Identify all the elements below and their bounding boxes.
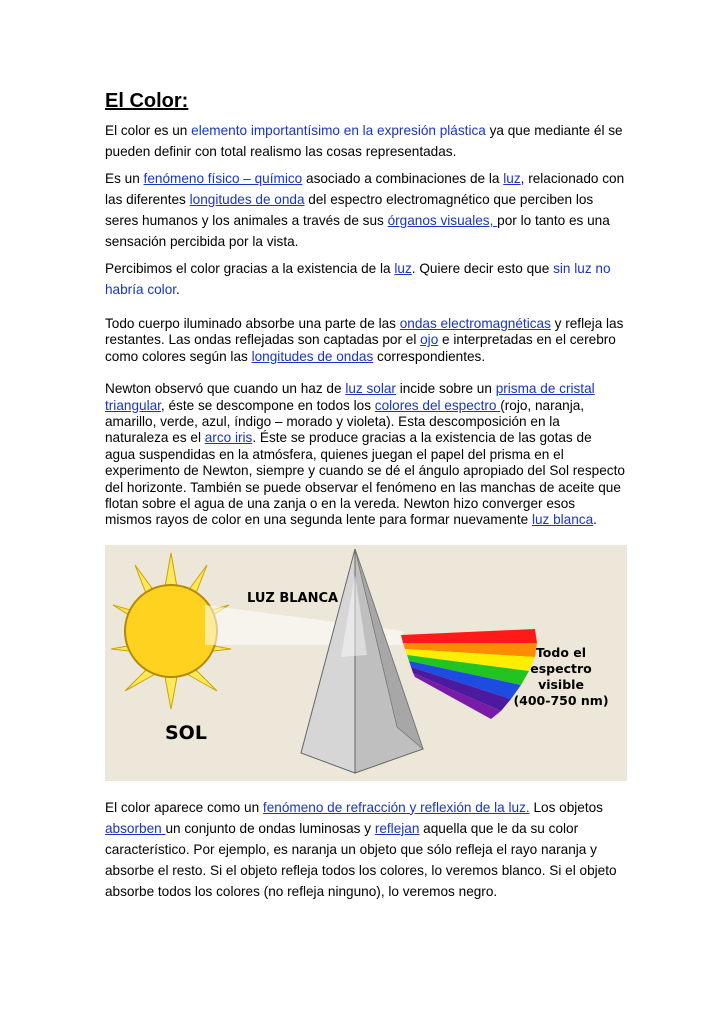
text: . Quiere decir esto que — [411, 261, 554, 276]
paragraph-intro — [105, 120, 625, 162]
text: Todo cuerpo iluminado absorbe una parte de las — [105, 316, 400, 331]
label-sol: SOL — [165, 721, 207, 744]
document-page — [105, 88, 625, 902]
link-sin-luz-no-habria-color[interactable]: sin luz no habría color — [105, 261, 611, 297]
text: e interpretadas en el cerebro como colores según las — [105, 332, 616, 364]
text: correspondientes. — [373, 348, 486, 364]
paragraph-cuerpo-iluminado — [105, 316, 625, 365]
text: un conjunto de ondas luminosas y — [165, 820, 375, 836]
label-espectro-2: espectro — [530, 660, 592, 676]
paragraph-newton — [105, 381, 625, 529]
text: El color es un — [105, 123, 192, 138]
text: incide sobre un — [395, 381, 496, 397]
text: , relacionado con las diferentes — [105, 171, 625, 207]
sun-disc — [125, 585, 217, 677]
prism-diagram — [105, 545, 627, 781]
link-elemento-importantisimo[interactable]: elemento importantísimo en la expresión plástica — [191, 123, 486, 138]
band-red — [401, 629, 537, 643]
link-absorben[interactable]: absorben — [105, 820, 166, 836]
link-luz-solar[interactable]: luz solar — [345, 381, 396, 397]
text: asociado a combinaciones de la — [302, 171, 504, 186]
text: . — [593, 512, 597, 528]
link-fenomeno-de-refraccion[interactable]: fenómeno de refracción y reflexión de la luz. — [262, 799, 530, 815]
page-title: El Color: — [105, 90, 189, 112]
prism-icon — [301, 549, 423, 773]
text: , éste se descompone en todos los — [160, 397, 375, 413]
link-luz-blanca[interactable]: luz blanca — [531, 512, 594, 528]
text: . — [176, 282, 180, 297]
text: del espectro electromagnético que perciben los seres humanos y los animales a través de sus — [105, 192, 594, 228]
prism-illustration — [105, 545, 627, 781]
link-ondas-electromagneticas[interactable]: ondas electromagnéticas — [399, 316, 551, 331]
label-espectro-1: Todo el — [535, 644, 587, 660]
text: Es un — [105, 171, 144, 186]
text: aquella que le da su color característico. Por ejemplo, es naranja un objeto que sólo refleja el rayo naranja y absorbe el resto. Si el objeto refleja todos los colores, lo veremos blanco. Si el objeto absorbe todos los colores (no refleja ninguno), lo veremos negro. — [105, 820, 617, 899]
text: ya que mediante él se pueden definir con total realismo las cosas representadas. — [105, 123, 623, 159]
paragraph-percibimos — [105, 258, 625, 300]
text: por lo tanto es una sensación percibida por la vista. — [105, 213, 610, 249]
link-prisma-de-cristal-triangular[interactable]: prisma de cristal triangular — [105, 381, 595, 413]
text: Newton observó que cuando un haz de — [105, 381, 346, 397]
link-colores-del-espectro[interactable]: colores del espectro — [374, 397, 501, 413]
paragraph-fenomeno — [105, 168, 625, 252]
link-longitudes-de-ondas[interactable]: longitudes de ondas — [251, 348, 374, 364]
label-luz-blanca: LUZ BLANCA — [247, 590, 339, 606]
link-arco-iris[interactable]: arco iris — [204, 430, 253, 446]
text: y refleja las restantes. Las ondas reflejadas son captadas por el — [105, 316, 624, 348]
label-espectro-4: (400-750 nm) — [513, 692, 609, 708]
text: (rojo, naranja, amarillo, verde, azul, índigo – morado y violeta). Esta descomposición en la naturaleza es el — [105, 397, 585, 446]
link-organos-visuales[interactable]: órganos visuales, — [387, 213, 498, 228]
link-luz[interactable]: luz — [503, 171, 521, 186]
link-ojo[interactable]: ojo — [420, 332, 439, 348]
text: . Éste se produce gracias a la existencia de las gotas de agua suspendidas en la atmósfera, quienes juegan el papel del prisma en el experimento de Newton, siempre y cuando se dé el ángulo apropiado del Sol respecto del horizonte. También se puede observar el fenómeno en las manchas de aceite que flotan sobre el agua de una zanja o en la vereda. Newton hizo converger esos mismos rayos de color en una segunda lente para formar nuevamente — [105, 430, 625, 528]
text: Percibimos el color gracias a la existencia de la — [105, 261, 395, 276]
link-fenomeno-fisico-quimico[interactable]: fenómeno físico – químico — [143, 171, 303, 186]
link-reflejan[interactable]: reflejan — [374, 820, 420, 836]
label-espectro-3: visible — [538, 676, 584, 692]
text: Los objetos — [529, 799, 603, 815]
link-longitudes-de-onda[interactable]: longitudes de onda — [189, 192, 305, 207]
link-luz-2[interactable]: luz — [394, 261, 412, 276]
text: El color aparece como un — [105, 799, 263, 815]
paragraph-refraccion — [105, 797, 625, 902]
